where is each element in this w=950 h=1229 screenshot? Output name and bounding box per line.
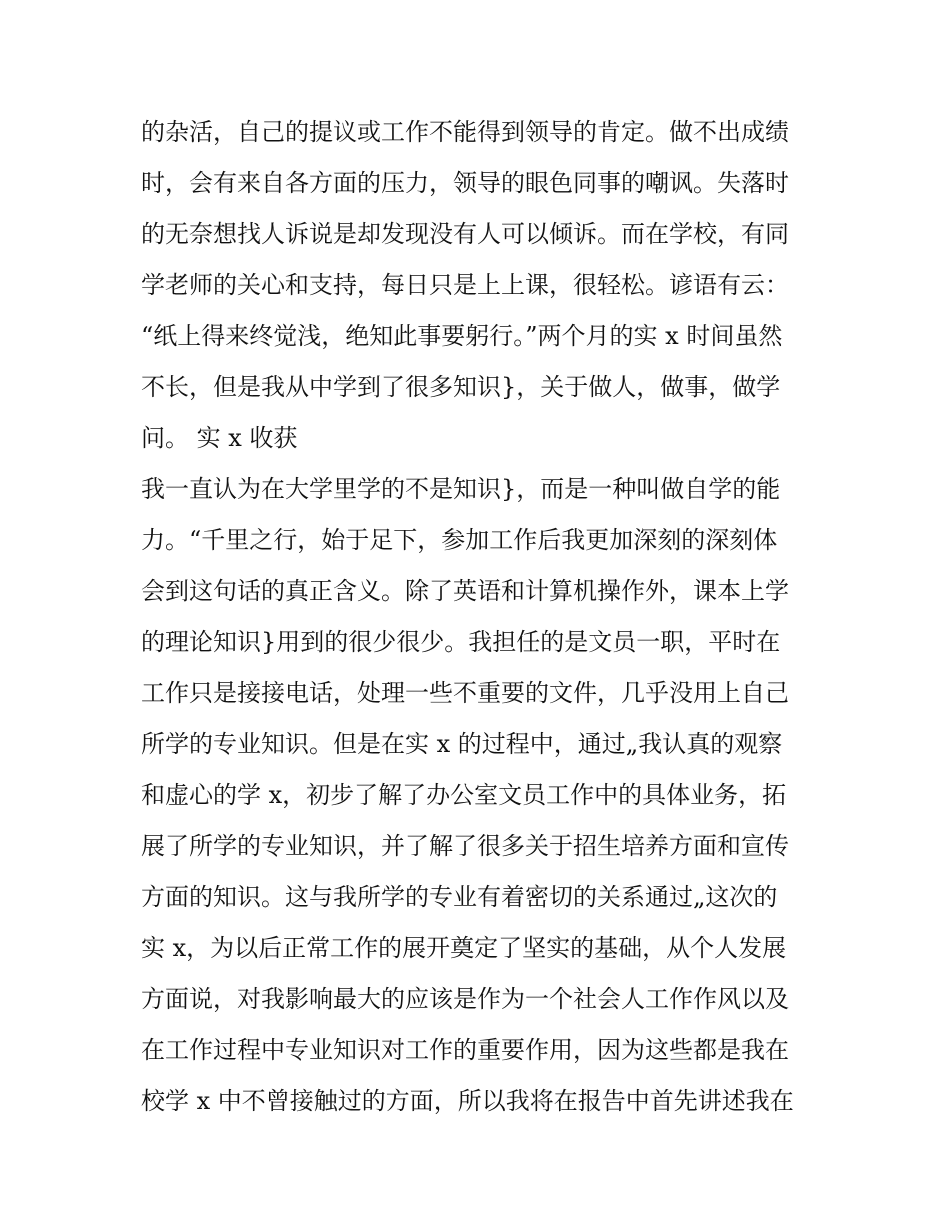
text-line-1: 的杂活，自己的提议或工作不能得到领导的肯定。做不出成绩: [141, 118, 789, 146]
text-line-4: 学老师的关心和支持，每日只是上上课，很轻松。谚语有云：: [141, 271, 789, 299]
text-line-2: 时，会有来自各方面的压力，领导的眼色同事的嘲讽。失落时: [141, 169, 789, 197]
text-line-11: 的理论知识}用到的很少很少。我担任的是文员一职，平时在: [141, 628, 781, 656]
text-line-3: 的无奈想找人诉说是却发现没有人可以倾诉。而在学校，有同: [141, 220, 789, 248]
text-line-19: 在工作过程中专业知识对工作的重要作用，因为这些都是我在: [141, 1036, 789, 1064]
text-line-20: 校学 x 中不曾接触过的方面，所以我将在报告中首先讲述我在: [141, 1087, 794, 1115]
text-line-13: 所学的专业知识。但是在实 x 的过程中，通过„我认真的观察: [141, 730, 783, 758]
text-line-9: 力。“千里之行，始于足下，参加工作后我更加深刻的深刻体: [141, 526, 778, 554]
text-line-6: 不长，但是我从中学到了很多知识}，关于做人，做事，做学: [141, 373, 781, 401]
text-line-8: 我一直认为在大学里学的不是知识}，而是一种叫做自学的能: [141, 475, 781, 503]
body-text: [141, 107, 821, 1127]
text-line-14: 和虚心的学 x，初步了解了办公室文员工作中的具体业务，拓: [141, 781, 787, 809]
text-line-15: 展了所学的专业知识，并了解了很多关于招生培养方面和宣传: [141, 832, 789, 860]
text-line-16: 方面的知识。这与我所学的专业有着密切的关系通过„这次的: [141, 883, 778, 911]
section-heading-line: 问。 实 x 收获: [141, 424, 298, 452]
text-line-12: 工作只是接接电话，处理一些不重要的文件，几乎没用上自己: [141, 679, 789, 707]
text-line-5: “纸上得来终觉浅，绝知此事要躬行。”两个月的实 x 时间虽然: [141, 322, 783, 350]
text-line-18: 方面说，对我影响最大的应该是作为一个社会人工作作风以及: [141, 985, 789, 1013]
text-line-10: 会到这句话的真正含义。除了英语和计算机操作外，课本上学: [141, 577, 789, 605]
text-line-17: 实 x，为以后正常工作的展开奠定了坚实的基础，从个人发展: [141, 934, 787, 962]
